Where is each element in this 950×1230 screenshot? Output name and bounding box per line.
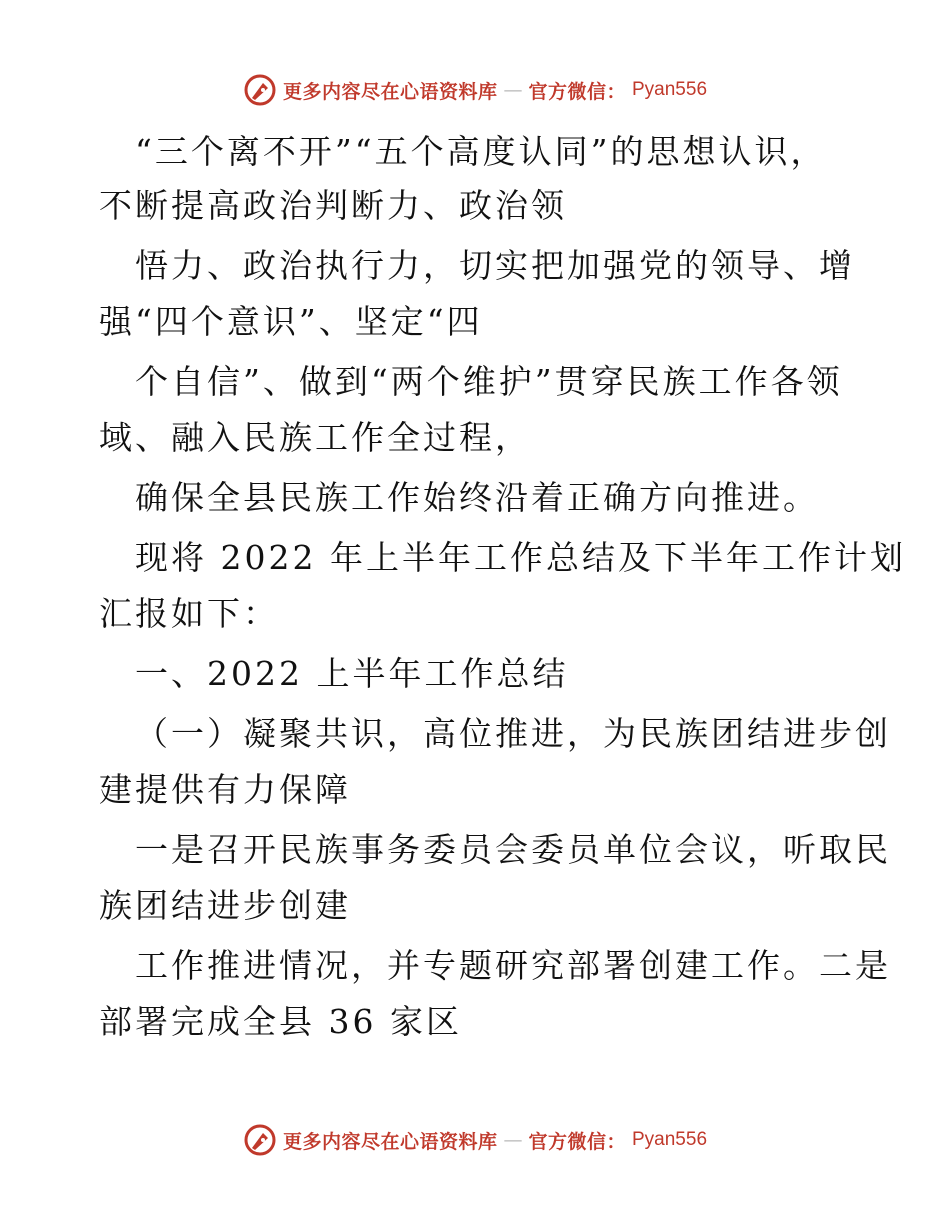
text-line: 族团结进步创建 (99, 886, 351, 925)
text-line: 个自信”、做到“两个维护”贯穿民族工作各领 (135, 362, 843, 401)
watermark-contact-id: Pyan556 (632, 1129, 708, 1150)
text-line: 域、融入民族工作全过程， (99, 418, 531, 457)
footer-watermark (0, 1120, 950, 1160)
watermark-separator: — (503, 1129, 523, 1151)
watermark-contact-label: 官方微信： (528, 1130, 626, 1153)
pen-nib-logo-icon (243, 73, 277, 107)
text-line: 部署完成全县 36 家区 (99, 1002, 462, 1041)
text-line: 不断提高政治判断力、政治领 (99, 186, 567, 225)
pen-nib-logo-icon (243, 1123, 277, 1157)
text-line: 汇报如下： (99, 594, 279, 633)
watermark-brand-text: 更多内容尽在心语资料库 (282, 1130, 498, 1153)
text-line: 工作推进情况，并专题研究部署创建工作。二是 (135, 946, 891, 985)
text-line: 强“四个意识”、坚定“四 (99, 302, 483, 341)
subsection-heading: （一）凝聚共识，高位推进，为民族团结进步创 (135, 714, 891, 753)
header-watermark (0, 70, 950, 110)
section-heading: 一、2022 上半年工作总结 (135, 654, 569, 693)
watermark-contact-label: 官方微信： (528, 80, 626, 103)
text-line: 确保全县民族工作始终沿着正确方向推进。 (135, 478, 819, 517)
text-line: 现将 2022 年上半年工作总结及下半年工作计划 (135, 538, 906, 577)
text-line: 一是召开民族事务委员会委员单位会议，听取民 (135, 830, 891, 869)
watermark-contact-id: Pyan556 (632, 79, 708, 100)
text-line: “三个离不开”“五个高度认同”的思想认识， (135, 132, 827, 171)
watermark-separator: — (503, 79, 523, 101)
text-line: 悟力、政治执行力，切实把加强党的领导、增 (135, 246, 855, 285)
watermark-brand-text: 更多内容尽在心语资料库 (282, 80, 498, 103)
subsection-heading: 建提供有力保障 (99, 770, 351, 809)
